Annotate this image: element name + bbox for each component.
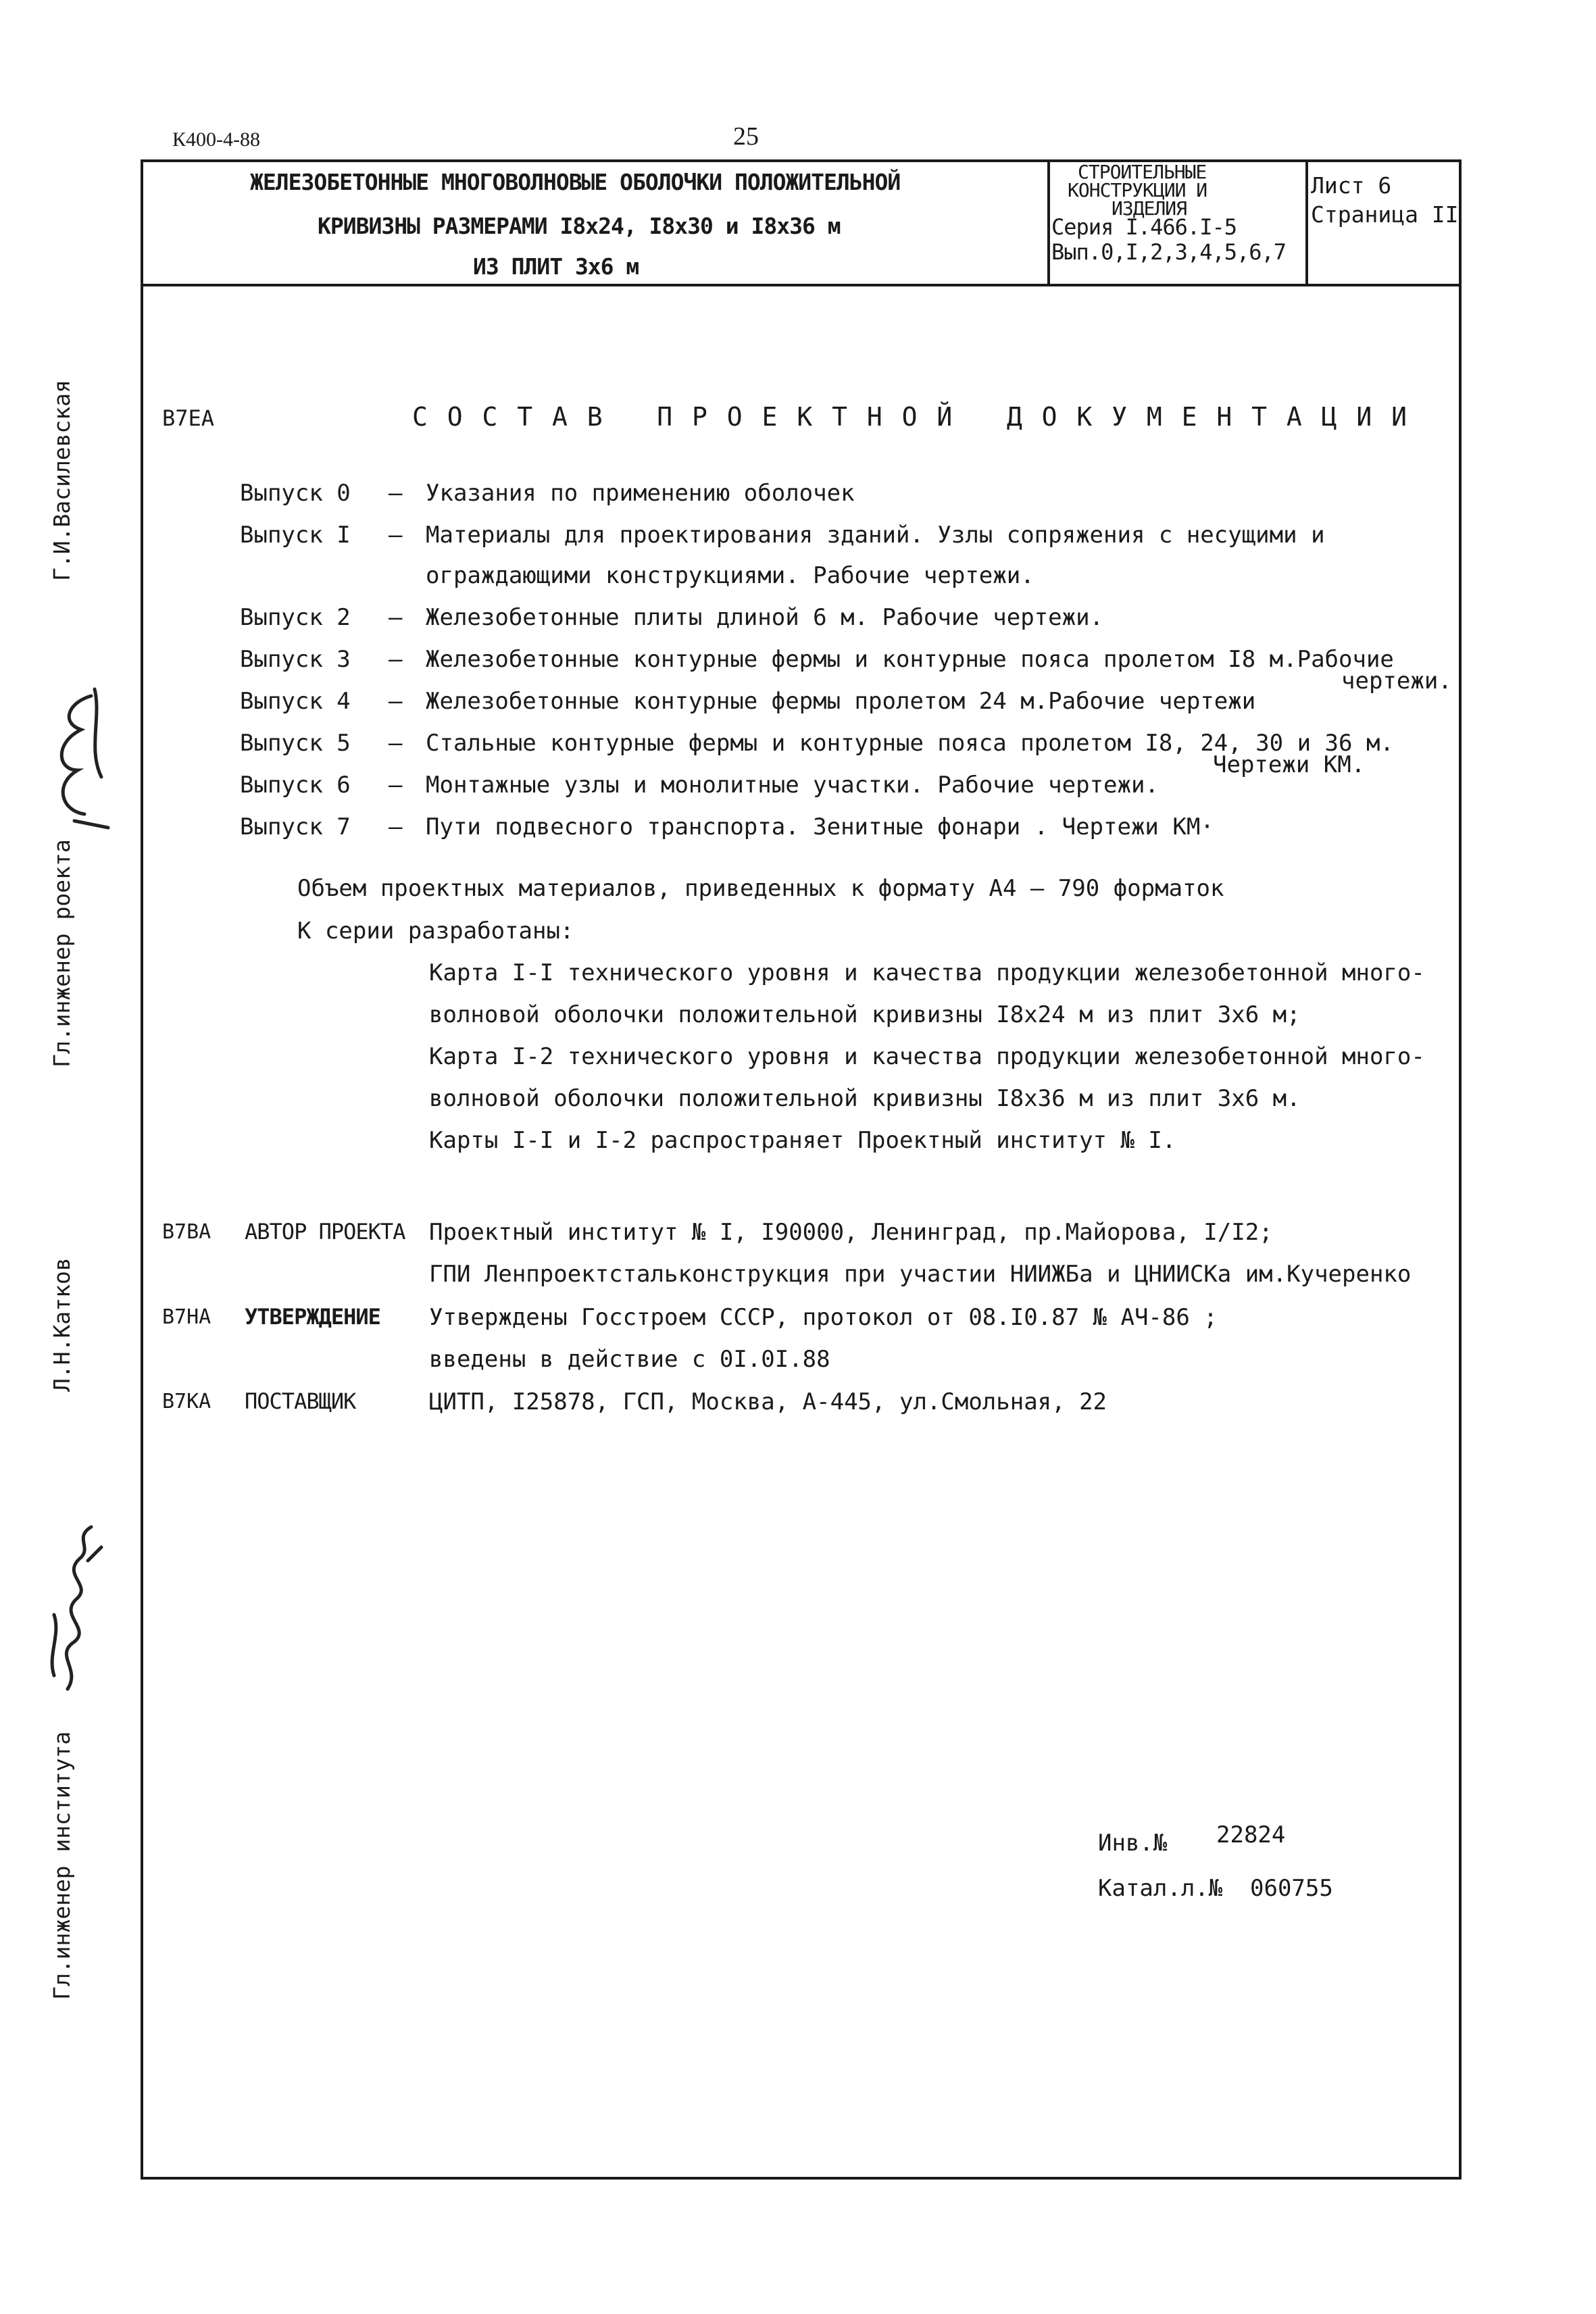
meta-line: введены в действие с 0I.0I.88 <box>429 1346 830 1373</box>
header-column-divider <box>1305 159 1308 285</box>
issue-dash: – <box>389 480 403 507</box>
issue-text: Стальные контурные фермы и контурные пояса пролетом I8, 24, 30 и 36 м. <box>426 730 1394 757</box>
issue-label: Выпуск 0 <box>240 480 351 507</box>
issue-label: Выпуск 2 <box>240 604 351 631</box>
category-line: КОНСТРУКЦИИ И <box>1068 179 1207 201</box>
title-line: ЖЕЛЕЗОБЕТОННЫЕ МНОГОВОЛНОВЫЕ ОБОЛОЧКИ ПОЛОЖИТЕЛЬНОЙ <box>250 169 901 195</box>
issues-list: Вып.0,I,2,3,4,5,6,7 <box>1051 239 1287 265</box>
page-label: Страница II <box>1311 201 1459 228</box>
meta-line: ЦИТП, I25878, ГСП, Москва, А-445, ул.Смольная, 22 <box>429 1388 1107 1415</box>
section-title: С О С Т А В П Р О Е К Т Н О Й Д О К У М Е Н Т А Ц И И <box>412 402 1410 432</box>
category-line: СТРОИТЕЛЬНЫЕ <box>1078 161 1207 183</box>
issue-dash: – <box>389 646 403 673</box>
issue-dash: – <box>389 813 403 840</box>
issue-text-continued: Чертежи КМ. <box>1213 751 1366 778</box>
issue-label: Выпуск 3 <box>240 646 351 673</box>
sheet-number: Лист 6 <box>1311 172 1392 199</box>
issue-text: Железобетонные плиты длиной 6 м. Рабочие чертежи. <box>426 604 1104 631</box>
issue-label: Выпуск I <box>240 522 351 549</box>
developed-line: Карта I-I технического уровня и качества продукции железобетонной много- <box>429 959 1425 986</box>
title-line: КРИВИЗНЫ РАЗМЕРАМИ I8x24, I8x30 и I8x36 м <box>318 213 841 239</box>
meta-code: В7КА <box>162 1390 211 1413</box>
issue-dash: – <box>389 604 403 631</box>
category-line: ИЗДЕЛИЯ <box>1112 197 1187 220</box>
issue-text-continued: чертежи. <box>1341 668 1452 695</box>
meta-line: Проектный институт № I, I90000, Ленинград, пр.Майорова, I/I2; <box>429 1219 1273 1246</box>
catalog-number: 060755 <box>1250 1875 1333 1902</box>
developed-line: волновой оболочки положительной кривизны I8x24 м из плит 3x6 м; <box>429 1001 1301 1028</box>
issue-label: Выпуск 7 <box>240 813 351 840</box>
inventory-label: Инв.№ <box>1098 1830 1168 1857</box>
header-divider <box>141 284 1462 286</box>
issue-label: Выпуск 4 <box>240 688 351 715</box>
meta-line: ГПИ Ленпроектстальконструкция при участии НИИЖБа и ЦНИИСКа им.Кучеренко <box>429 1261 1412 1288</box>
meta-label: ПОСТАВЩИК <box>245 1388 356 1414</box>
issue-dash: – <box>389 688 403 715</box>
page-number: 25 <box>733 122 759 151</box>
meta-code: В7ВА <box>162 1220 211 1244</box>
issue-label: Выпуск 5 <box>240 730 351 757</box>
issue-text: Железобетонные контурные фермы пролетом 24 м.Рабочие чертежи <box>426 688 1256 715</box>
issue-dash: – <box>389 772 403 799</box>
signatory-role: Гл.инженер института <box>49 1731 75 2000</box>
issue-dash: – <box>389 522 403 549</box>
issue-text: Указания по применению оболочек <box>426 480 855 507</box>
title-line: ИЗ ПЛИТ 3x6 м <box>473 253 639 280</box>
developed-line: Карта I-2 технического уровня и качества продукции железобетонной много- <box>429 1043 1425 1070</box>
developed-line: Карты I-I и I-2 распространяет Проектный институт № I. <box>429 1127 1176 1154</box>
issue-text: Материалы для проектирования зданий. Узлы сопряжения с несущими и <box>426 522 1325 549</box>
volume-text: Объем проектных материалов, приведенных к формату А4 – 790 форматок <box>297 875 1224 902</box>
developed-line: волновой оболочки положительной кривизны I8x36 м из плит 3x6 м. <box>429 1085 1301 1112</box>
document-code: К400-4-88 <box>172 128 260 151</box>
meta-label: УТВЕРЖДЕНИЕ <box>245 1304 380 1330</box>
header-column-divider <box>1047 159 1050 285</box>
signature-1 <box>27 676 115 831</box>
signature-2 <box>27 1520 108 1696</box>
meta-code: В7НА <box>162 1305 211 1329</box>
issue-text: Железобетонные контурные фермы и контурные пояса пролетом I8 м.Рабочие <box>426 646 1394 673</box>
signatory-role: Гл.инженер роекта <box>49 839 75 1067</box>
developed-label: К серии разработаны: <box>297 917 574 945</box>
issue-text: Пути подвесного транспорта. Зенитные фонари . Чертежи КМ· <box>426 813 1214 840</box>
series-number: Серия I.466.I-5 <box>1051 214 1237 240</box>
section-code: В7ЕА <box>162 405 215 431</box>
issue-label: Выпуск 6 <box>240 772 351 799</box>
issue-dash: – <box>389 730 403 757</box>
catalog-label: Катал.л.№ <box>1098 1875 1223 1902</box>
inventory-number: 22824 <box>1216 1821 1286 1848</box>
issue-text: Монтажные узлы и монолитные участки. Рабочие чертежи. <box>426 772 1159 799</box>
meta-line: Утверждены Госстроем СССР, протокол от 08.I0.87 № АЧ-86 ; <box>429 1304 1218 1331</box>
signatory-name: Г.И.Василевская <box>49 379 75 581</box>
meta-label: АВТОР ПРОЕКТА <box>245 1219 405 1244</box>
issue-text-continued: ограждающими конструкциями. Рабочие чертежи. <box>426 562 1034 589</box>
signatory-name: Л.Н.Катков <box>49 1257 75 1392</box>
